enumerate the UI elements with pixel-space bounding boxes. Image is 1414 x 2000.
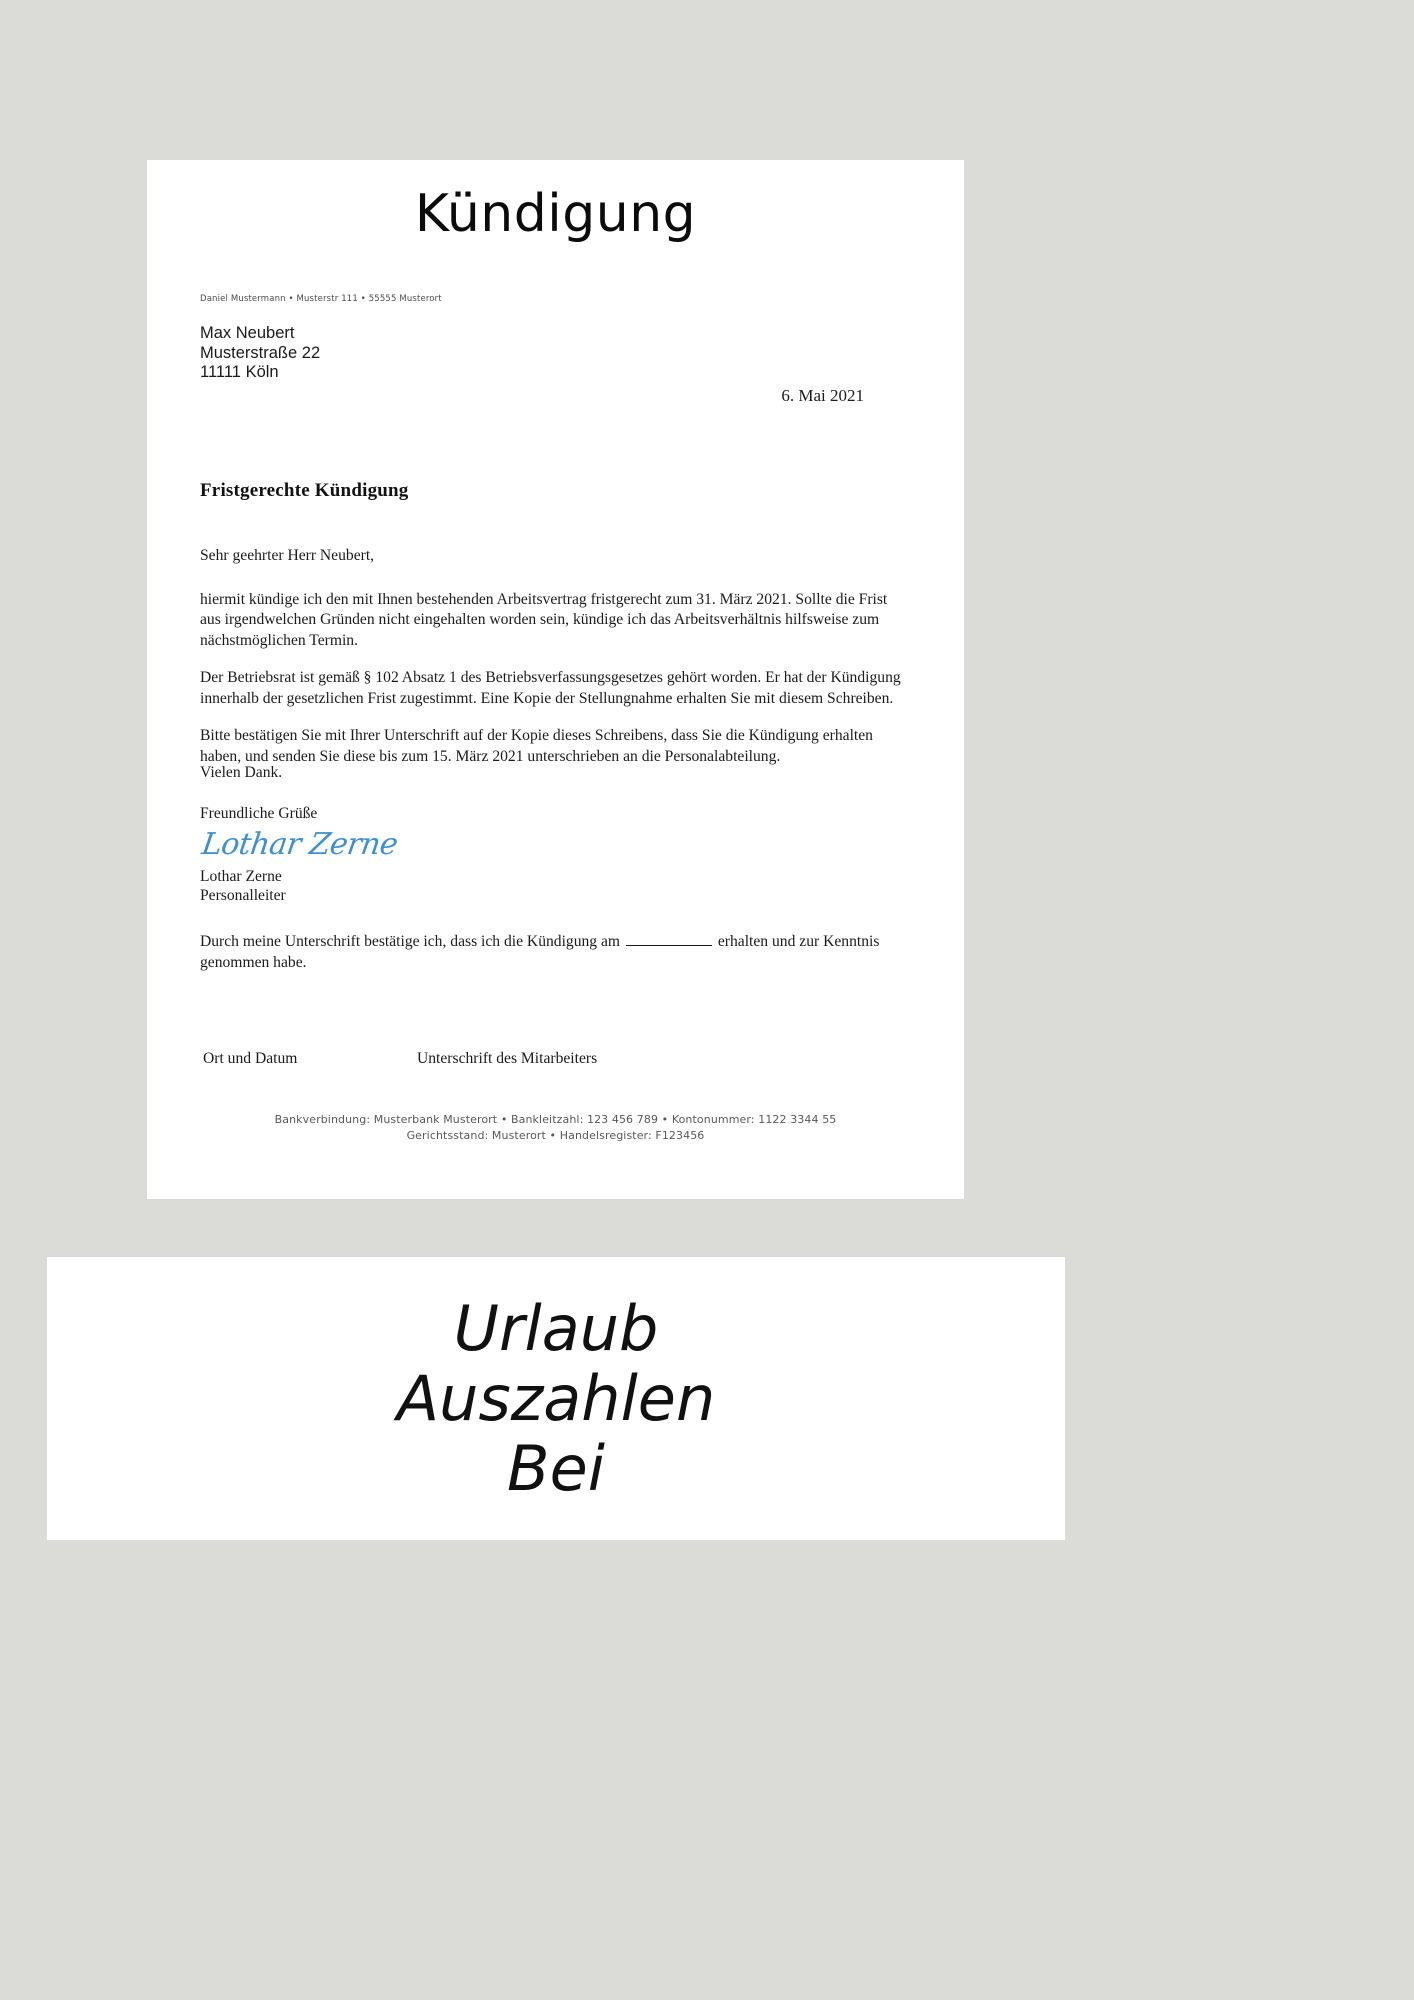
caption-line-2: Auszahlen [396,1361,716,1435]
caption-line-3: Bei [507,1431,605,1505]
letter-footer [147,1112,964,1144]
acknowledgement-text-before: Durch meine Unterschrift bestätige ich, dass ich die Kündigung am [200,933,621,950]
caption-line-1: Urlaub [453,1291,659,1365]
acknowledgement-text-after: erhalten und zur Kenntnis genommen habe. [200,933,880,971]
footer-bank-line: Bankverbindung: Musterbank Musterort • Bankleitzahl: 123 456 789 • Kontonummer: 1122 3344 55 [274,1113,837,1126]
signer-name: Lothar Zerne [200,868,282,885]
body-paragraph-1: hiermit kündige ich den mit Ihnen bestehenden Arbeitsvertrag fristgerecht zum 31. März 2021. Sollte die Frist aus irgendwelchen Gründen nicht eingehalten worden sein, kündige ich das Arbeitsverhältnis hilfsweise zum nächstmöglichen Termin. [200,590,888,649]
date-blank-field[interactable] [626,932,712,946]
thanks-line: Vielen Dank. [200,764,283,781]
footer-court-line: Gerichtsstand: Musterort • Handelsregister: F123456 [406,1129,705,1142]
recipient-street: Musterstraße 22 [200,343,321,362]
recipient-name: Max Neubert [200,324,295,342]
sender-return-address: Daniel Mustermann • Musterstr 111 • 55555 Musterort [200,294,442,304]
handwritten-signature: Lothar Zerne [199,827,400,862]
regards-line: Freundliche Grüße [200,804,318,822]
recipient-city: 11111 Köln [200,363,279,381]
caption-card [47,1257,1065,1540]
page-title: Kündigung [414,184,697,244]
body-paragraph-3: Bitte bestätigen Sie mit Ihrer Unterschrift auf der Kopie dieses Schreibens, dass Sie die Kündigung erhalten haben, und senden Sie diese bis zum 15. März 2021 unterschrieben an die Personalabteilung. [200,727,873,765]
label-employee-signature: Unterschrift des Mitarbeiters [417,1050,598,1067]
signer-role: Personalleiter [200,887,286,904]
closing-block [199,763,400,905]
letter-body [200,546,909,784]
body-paragraph-2: Der Betriebsrat ist gemäß § 102 Absatz 1 des Betriebsverfassungsgesetzes gehört worden. Er hat der Kündigung innerhalb der gesetzlichen Frist zugestimmt. Eine Kopie der Stellungnahme erhalten Sie mit diesem Schreiben. [200,669,901,707]
letter-subject: Fristgerechte Kündigung [200,480,409,501]
recipient-address-block [200,324,320,383]
letter-document [147,160,964,1199]
acknowledgement-paragraph [200,932,909,973]
label-place-and-date: Ort und Datum [203,1050,298,1067]
salutation: Sehr geehrter Herr Neubert, [200,547,375,564]
caption-text [47,1291,1065,1505]
letter-date: 6. Mai 2021 [781,386,864,405]
